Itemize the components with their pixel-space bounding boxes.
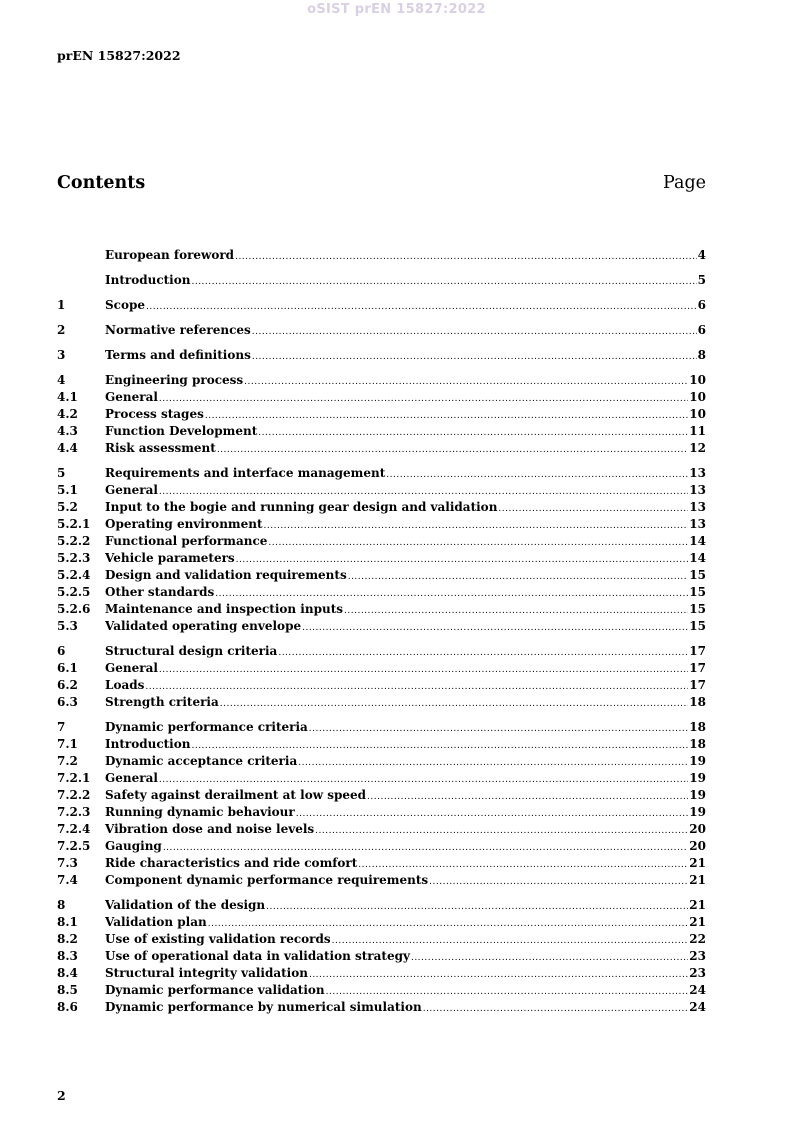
toc-entry-number: 1 <box>57 298 66 312</box>
toc-dot-leader <box>302 623 688 633</box>
toc-entry-number: 6.1 <box>57 661 78 675</box>
toc-entry[interactable] <box>57 873 706 890</box>
table-of-contents <box>57 248 706 1017</box>
toc-entry-title: Scope <box>105 298 146 312</box>
toc-entry-page: 13 <box>689 517 706 531</box>
toc-entry-title: Dynamic performance criteria <box>105 720 308 734</box>
toc-entry-page: 21 <box>689 915 706 929</box>
toc-entry[interactable] <box>57 348 706 365</box>
toc-entry[interactable] <box>57 551 706 568</box>
toc-entry-page: 18 <box>689 720 706 734</box>
toc-dot-leader <box>386 470 688 480</box>
toc-entry-number: 4 <box>57 373 66 387</box>
toc-entry-page: 19 <box>689 771 706 785</box>
toc-entry[interactable] <box>57 273 706 290</box>
toc-entry[interactable] <box>57 373 706 390</box>
toc-dot-leader <box>163 843 688 853</box>
toc-entry-number: 5.2.4 <box>57 568 91 582</box>
toc-dot-leader <box>159 487 688 497</box>
toc-entry-number: 3 <box>57 348 66 362</box>
toc-entry-title: Structural design criteria <box>105 644 278 658</box>
toc-entry-title: Running dynamic behaviour <box>105 805 295 819</box>
toc-dot-leader <box>191 277 696 287</box>
toc-entry[interactable] <box>57 407 706 424</box>
toc-entry[interactable] <box>57 737 706 754</box>
toc-entry[interactable] <box>57 788 706 805</box>
toc-dot-leader <box>266 902 688 912</box>
toc-entry[interactable] <box>57 771 706 788</box>
toc-entry-number: 4.1 <box>57 390 78 404</box>
toc-entry[interactable] <box>57 466 706 483</box>
toc-entry-number: 5.2.6 <box>57 602 91 616</box>
toc-entry-number: 7.2.4 <box>57 822 91 836</box>
toc-dot-leader <box>205 411 688 421</box>
toc-dot-leader <box>429 877 688 887</box>
toc-entry-page: 20 <box>689 822 706 836</box>
toc-entry-title: Normative references <box>105 323 251 337</box>
toc-dot-leader <box>252 327 697 337</box>
toc-entry[interactable] <box>57 695 706 712</box>
toc-entry[interactable] <box>57 949 706 966</box>
toc-entry[interactable] <box>57 754 706 771</box>
toc-entry-page: 6 <box>697 298 706 312</box>
toc-dot-leader <box>215 589 688 599</box>
toc-entry-page: 24 <box>689 1000 706 1014</box>
toc-dot-leader <box>268 538 688 548</box>
toc-entry-title: Requirements and interface management <box>105 466 386 480</box>
toc-entry-number: 5.2.5 <box>57 585 91 599</box>
toc-entry-title: Dynamic acceptance criteria <box>105 754 298 768</box>
toc-entry-title: Structural integrity validation <box>105 966 308 980</box>
toc-dot-leader <box>358 860 688 870</box>
toc-entry-page: 14 <box>689 551 706 565</box>
toc-dot-leader <box>217 445 688 455</box>
toc-entry[interactable] <box>57 534 706 551</box>
toc-dot-leader <box>315 826 688 836</box>
document-identifier: prEN 15827:2022 <box>57 48 181 63</box>
page-number: 2 <box>57 1088 66 1103</box>
toc-entry-number: 6.3 <box>57 695 78 709</box>
toc-entry-title: Functional performance <box>105 534 268 548</box>
toc-dot-leader <box>309 970 688 980</box>
toc-entry-page: 19 <box>689 754 706 768</box>
toc-entry-title: Terms and definitions <box>105 348 251 362</box>
toc-entry[interactable] <box>57 424 706 441</box>
toc-entry[interactable] <box>57 619 706 636</box>
toc-entry-page: 22 <box>689 932 706 946</box>
toc-entry-page: 13 <box>689 500 706 514</box>
toc-entry-title: European foreword <box>105 248 235 262</box>
toc-dot-leader <box>423 1004 689 1014</box>
toc-entry-title: Dynamic performance by numerical simulation <box>105 1000 422 1014</box>
toc-entry-number: 5.2.3 <box>57 551 91 565</box>
toc-entry-title: Risk assessment <box>105 441 216 455</box>
toc-entry-title: Function Development <box>105 424 258 438</box>
toc-entry-number: 5.1 <box>57 483 78 497</box>
toc-dot-leader <box>498 504 688 514</box>
toc-entry[interactable] <box>57 898 706 915</box>
toc-entry[interactable] <box>57 805 706 822</box>
toc-entry-page: 21 <box>689 898 706 912</box>
toc-entry-title: Use of operational data in validation strategy <box>105 949 410 963</box>
toc-entry-page: 12 <box>689 441 706 455</box>
toc-entry[interactable] <box>57 983 706 1000</box>
toc-entry-page: 15 <box>689 568 706 582</box>
toc-dot-leader <box>159 665 688 675</box>
toc-entry-page: 17 <box>689 644 706 658</box>
toc-entry-title: Dynamic performance validation <box>105 983 325 997</box>
toc-entry-title: Ride characteristics and ride comfort <box>105 856 358 870</box>
toc-entry-title: Design and validation requirements <box>105 568 347 582</box>
toc-entry-title: Input to the bogie and running gear design and validation <box>105 500 498 514</box>
toc-entry-number: 2 <box>57 323 66 337</box>
toc-dot-leader <box>309 724 689 734</box>
toc-entry[interactable] <box>57 390 706 407</box>
toc-entry-number: 7.2 <box>57 754 78 768</box>
toc-entry[interactable] <box>57 644 706 661</box>
toc-entry-page: 21 <box>689 856 706 870</box>
toc-entry-page: 17 <box>689 678 706 692</box>
toc-entry[interactable] <box>57 500 706 517</box>
toc-entry-title: Process stages <box>105 407 204 421</box>
toc-dot-leader <box>220 699 689 709</box>
toc-dot-leader <box>332 936 689 946</box>
toc-entry-number: 8.6 <box>57 1000 78 1014</box>
toc-dot-leader <box>145 682 688 692</box>
toc-entry-page: 19 <box>689 788 706 802</box>
toc-entry-number: 7.2.2 <box>57 788 91 802</box>
toc-entry[interactable] <box>57 720 706 737</box>
toc-entry-page: 13 <box>689 483 706 497</box>
toc-entry[interactable] <box>57 248 706 265</box>
toc-entry-title: Gauging <box>105 839 162 853</box>
toc-entry-page: 21 <box>689 873 706 887</box>
toc-entry[interactable] <box>57 856 706 873</box>
toc-dot-leader <box>244 377 688 387</box>
toc-entry-number: 6 <box>57 644 66 658</box>
toc-dot-leader <box>159 775 688 785</box>
toc-entry-page: 24 <box>689 983 706 997</box>
toc-entry-number: 7.1 <box>57 737 78 751</box>
toc-entry-title: General <box>105 661 158 675</box>
toc-entry-title: General <box>105 771 158 785</box>
toc-entry-page: 4 <box>697 248 706 262</box>
toc-entry-page: 10 <box>689 407 706 421</box>
toc-entry-number: 5.2 <box>57 500 78 514</box>
toc-entry-page: 23 <box>689 966 706 980</box>
contents-heading: Contents <box>57 173 146 193</box>
toc-entry[interactable] <box>57 932 706 949</box>
toc-entry[interactable] <box>57 839 706 856</box>
toc-entry-title: General <box>105 483 158 497</box>
toc-entry-page: 5 <box>697 273 706 287</box>
toc-entry-title: Other standards <box>105 585 215 599</box>
toc-entry-number: 8 <box>57 898 66 912</box>
toc-dot-leader <box>264 521 689 531</box>
toc-entry-title: Vehicle parameters <box>105 551 235 565</box>
toc-entry-title: Loads <box>105 678 145 692</box>
toc-dot-leader <box>278 648 688 658</box>
toc-entry[interactable] <box>57 323 706 340</box>
toc-entry[interactable] <box>57 966 706 983</box>
toc-dot-leader <box>326 987 689 997</box>
toc-entry[interactable] <box>57 585 706 602</box>
toc-entry-title: Validation plan <box>105 915 207 929</box>
toc-dot-leader <box>258 428 688 438</box>
toc-dot-leader <box>344 606 688 616</box>
toc-entry-title: Component dynamic performance requirements <box>105 873 429 887</box>
toc-entry-page: 8 <box>697 348 706 362</box>
toc-entry-page: 10 <box>689 390 706 404</box>
toc-entry-page: 19 <box>689 805 706 819</box>
watermark: oSIST prEN 15827:2022 <box>307 2 486 17</box>
toc-entry-number: 6.2 <box>57 678 78 692</box>
toc-dot-leader <box>208 919 689 929</box>
toc-entry-title: Maintenance and inspection inputs <box>105 602 344 616</box>
toc-entry[interactable] <box>57 822 706 839</box>
toc-entry[interactable] <box>57 602 706 619</box>
toc-entry-page: 17 <box>689 661 706 675</box>
toc-entry-number: 7.4 <box>57 873 78 887</box>
toc-entry-title: Engineering process <box>105 373 244 387</box>
toc-entry-title: General <box>105 390 158 404</box>
toc-entry-page: 23 <box>689 949 706 963</box>
toc-entry-number: 8.2 <box>57 932 78 946</box>
toc-dot-leader <box>191 741 688 751</box>
toc-entry-page: 15 <box>689 602 706 616</box>
toc-entry-number: 7.2.3 <box>57 805 91 819</box>
toc-entry-page: 18 <box>689 737 706 751</box>
toc-entry-number: 5.3 <box>57 619 78 633</box>
toc-entry-title: Vibration dose and noise levels <box>105 822 315 836</box>
toc-entry-page: 14 <box>689 534 706 548</box>
toc-dot-leader <box>236 555 689 565</box>
toc-entry-number: 7 <box>57 720 66 734</box>
toc-entry-title: Strength criteria <box>105 695 219 709</box>
toc-dot-leader <box>252 352 697 362</box>
toc-entry-page: 6 <box>697 323 706 337</box>
page-column-heading: Page <box>663 173 706 193</box>
toc-entry-number: 8.5 <box>57 983 78 997</box>
toc-entry-page: 15 <box>689 619 706 633</box>
toc-dot-leader <box>146 302 697 312</box>
toc-entry-number: 8.1 <box>57 915 78 929</box>
toc-entry-page: 20 <box>689 839 706 853</box>
toc-entry[interactable] <box>57 915 706 932</box>
toc-entry-title: Introduction <box>105 737 191 751</box>
toc-entry-title: Safety against derailment at low speed <box>105 788 367 802</box>
toc-entry[interactable] <box>57 1000 706 1017</box>
toc-entry-number: 8.4 <box>57 966 78 980</box>
toc-entry[interactable] <box>57 483 706 500</box>
toc-entry-number: 7.2.5 <box>57 839 91 853</box>
toc-entry-number: 7.2.1 <box>57 771 91 785</box>
toc-dot-leader <box>411 953 688 963</box>
toc-entry-title: Operating environment <box>105 517 263 531</box>
toc-dot-leader <box>159 394 688 404</box>
toc-entry-number: 4.3 <box>57 424 78 438</box>
toc-entry[interactable] <box>57 678 706 695</box>
toc-entry-number: 7.3 <box>57 856 78 870</box>
toc-entry-page: 11 <box>689 424 706 438</box>
toc-entry-number: 4.2 <box>57 407 78 421</box>
toc-entry-number: 4.4 <box>57 441 78 455</box>
toc-entry[interactable] <box>57 517 706 534</box>
toc-dot-leader <box>296 809 689 819</box>
toc-entry-page: 18 <box>689 695 706 709</box>
toc-entry-title: Introduction <box>105 273 191 287</box>
toc-dot-leader <box>367 792 688 802</box>
toc-dot-leader <box>298 758 688 768</box>
toc-entry-page: 15 <box>689 585 706 599</box>
toc-dot-leader <box>348 572 689 582</box>
toc-entry[interactable] <box>57 568 706 585</box>
toc-entry-title: Use of existing validation records <box>105 932 331 946</box>
toc-entry[interactable] <box>57 441 706 458</box>
toc-entry[interactable] <box>57 661 706 678</box>
toc-entry-title: Validation of the design <box>105 898 266 912</box>
toc-entry[interactable] <box>57 298 706 315</box>
toc-entry-title: Validated operating envelope <box>105 619 302 633</box>
toc-entry-page: 13 <box>689 466 706 480</box>
toc-entry-number: 5.2.2 <box>57 534 91 548</box>
toc-entry-number: 8.3 <box>57 949 78 963</box>
toc-entry-number: 5 <box>57 466 66 480</box>
toc-dot-leader <box>235 252 697 262</box>
toc-entry-page: 10 <box>689 373 706 387</box>
toc-entry-number: 5.2.1 <box>57 517 91 531</box>
